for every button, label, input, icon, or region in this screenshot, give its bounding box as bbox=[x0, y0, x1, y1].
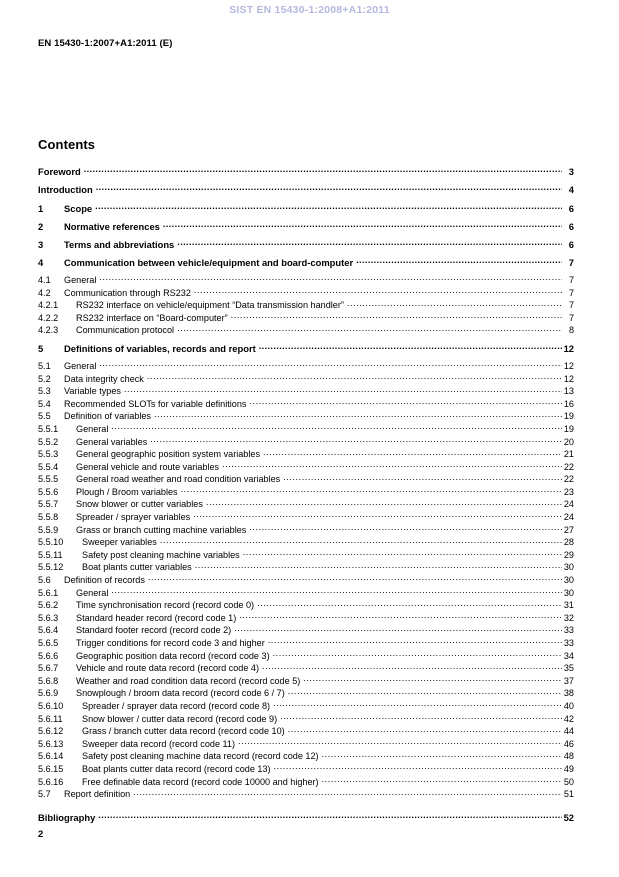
toc-dot-leader bbox=[124, 385, 562, 394]
toc-entry-number: 4.1 bbox=[38, 275, 51, 286]
toc-dot-leader bbox=[263, 448, 562, 457]
toc-entry-page-number: 7 bbox=[568, 312, 574, 323]
toc-entry-page-number: 12 bbox=[563, 373, 574, 384]
toc-entry[interactable] bbox=[38, 599, 574, 612]
toc-dot-leader bbox=[356, 257, 562, 266]
toc-entry-number: 4.2.2 bbox=[38, 312, 59, 323]
toc-entry-page-number: 13 bbox=[563, 386, 574, 397]
toc-entry-label: Geographic position data record (record code 3) bbox=[76, 650, 270, 661]
toc-dot-leader bbox=[99, 274, 562, 283]
toc-dot-leader bbox=[84, 166, 562, 175]
toc-entry[interactable] bbox=[38, 473, 574, 486]
toc-entry[interactable] bbox=[38, 312, 574, 325]
toc-entry-number: 5.6.2 bbox=[38, 600, 59, 611]
toc-entry-label: General bbox=[64, 360, 97, 371]
toc-dot-leader bbox=[347, 299, 562, 308]
toc-dot-leader bbox=[111, 587, 562, 596]
toc-entry-page-number: 6 bbox=[568, 239, 574, 251]
toc-entry[interactable] bbox=[38, 165, 574, 178]
toc-entry-page-number: 35 bbox=[563, 663, 574, 674]
toc-entry-number: 2 bbox=[38, 220, 44, 232]
toc-entry-label: Recommended SLOTs for variable definitions bbox=[64, 398, 247, 409]
toc-entry-page-number: 51 bbox=[563, 789, 574, 800]
toc-entry-page-number: 24 bbox=[563, 512, 574, 523]
toc-entry-page-number: 27 bbox=[563, 524, 574, 535]
toc-entry[interactable] bbox=[38, 398, 574, 411]
toc-entry[interactable] bbox=[38, 498, 574, 511]
toc-entry-label: Report definition bbox=[64, 789, 131, 800]
toc-entry-label: Free definable data record (record code 10000 and higher) bbox=[82, 776, 319, 787]
toc-entry[interactable] bbox=[38, 423, 574, 436]
toc-dot-leader bbox=[231, 312, 562, 321]
toc-dot-leader bbox=[273, 650, 562, 659]
toc-entry-label: Snowplough / broom data record (record code 6 / 7) bbox=[76, 688, 285, 699]
toc-dot-leader bbox=[239, 612, 562, 621]
toc-entry[interactable] bbox=[38, 650, 574, 663]
toc-entry-label: General bbox=[64, 275, 97, 286]
toc-entry-number: 5.3 bbox=[38, 386, 51, 397]
toc-entry-number: 5.6.4 bbox=[38, 625, 59, 636]
toc-entry-number: 5.6.8 bbox=[38, 675, 59, 686]
toc-entry-label: Scope bbox=[64, 202, 93, 214]
toc-entry-page-number: 19 bbox=[563, 423, 574, 434]
toc-dot-leader bbox=[268, 637, 562, 646]
toc-entry-label: Data integrity check bbox=[64, 373, 144, 384]
toc-entry[interactable] bbox=[38, 561, 574, 574]
toc-entry-page-number: 6 bbox=[568, 202, 574, 214]
toc-entry-page-number: 33 bbox=[563, 625, 574, 636]
toc-entry[interactable] bbox=[38, 587, 574, 600]
toc-entry-page-number: 31 bbox=[563, 600, 574, 611]
toc-entry-number: 5 bbox=[38, 343, 44, 355]
toc-entry-number: 5.5 bbox=[38, 411, 51, 422]
toc-entry-number: 3 bbox=[38, 239, 44, 251]
toc-entry-page-number: 7 bbox=[568, 257, 574, 269]
toc-entry[interactable] bbox=[38, 238, 574, 251]
toc-entry-label: General bbox=[76, 423, 109, 434]
toc-entry-label: Weather and road condition data record (record code 5) bbox=[76, 675, 301, 686]
toc-entry[interactable] bbox=[38, 256, 574, 269]
toc-entry[interactable] bbox=[38, 612, 574, 625]
toc-entry-page-number: 19 bbox=[563, 411, 574, 422]
toc-entry-number: 5.5.1 bbox=[38, 423, 59, 434]
toc-entry-label: Sweeper variables bbox=[82, 537, 157, 548]
toc-entry-page-number: 30 bbox=[563, 575, 574, 586]
toc-dot-leader bbox=[177, 239, 562, 248]
toc-entry-page-number: 7 bbox=[568, 287, 574, 298]
toc-entry-page-number: 7 bbox=[568, 275, 574, 286]
toc-entry-number: 5.6.16 bbox=[38, 776, 64, 787]
toc-entry[interactable] bbox=[38, 725, 574, 738]
toc-entry-page-number: 29 bbox=[563, 549, 574, 560]
toc-entry[interactable] bbox=[38, 811, 574, 824]
toc-entry-label: Standard header record (record code 1) bbox=[76, 612, 237, 623]
toc-entry-number: 5.6.9 bbox=[38, 688, 59, 699]
toc-entry-label: Definition of records bbox=[64, 575, 145, 586]
toc-entry-label: Bibliography bbox=[38, 811, 96, 823]
toc-dot-leader bbox=[163, 221, 562, 230]
toc-entry-label: Safety post cleaning machine variables bbox=[82, 549, 240, 560]
toc-entry[interactable] bbox=[38, 274, 574, 287]
toc-entry-number: 5.6.10 bbox=[38, 700, 64, 711]
toc-entry-page-number: 23 bbox=[563, 486, 574, 497]
toc-dot-leader bbox=[288, 687, 562, 696]
toc-entry-label: Boat plants cutter data record (record code 13) bbox=[82, 763, 271, 774]
toc-dot-leader bbox=[274, 763, 562, 772]
toc-entry[interactable] bbox=[38, 763, 574, 776]
toc-dot-leader bbox=[96, 184, 562, 193]
toc-entry-page-number: 33 bbox=[563, 638, 574, 648]
toc-entry-label: Spreader / sprayer data record (record code 8) bbox=[82, 700, 271, 711]
toc-dot-leader bbox=[322, 750, 562, 759]
contents-heading: Contents bbox=[38, 137, 96, 152]
toc-entry-number: 5.5.10 bbox=[38, 537, 64, 548]
toc-entry-page-number: 32 bbox=[563, 612, 574, 623]
toc-entry-label: Communication between vehicle/equipment and board-computer bbox=[64, 257, 354, 269]
toc-entry-number: 5.6.3 bbox=[38, 612, 59, 623]
toc-entry[interactable] bbox=[38, 287, 574, 300]
toc-entry-number: 1 bbox=[38, 202, 44, 214]
toc-entry-label: Boat plants cutter variables bbox=[82, 562, 192, 573]
toc-dot-leader bbox=[195, 561, 562, 570]
document-running-title: EN 15430-1:2007+A1:2011 (E) bbox=[38, 38, 173, 49]
toc-entry-label: Safety post cleaning machine data record (record code 12) bbox=[82, 751, 319, 762]
toc-entry[interactable] bbox=[38, 624, 574, 637]
toc-dot-leader bbox=[150, 436, 562, 445]
toc-dot-leader bbox=[257, 599, 562, 608]
toc-dot-leader bbox=[273, 700, 562, 709]
toc-entry-label: Standard footer record (record code 2) bbox=[76, 625, 232, 636]
toc-entry-number: 4 bbox=[38, 257, 44, 269]
toc-entry-label: Definition of variables bbox=[64, 411, 151, 422]
toc-entry-number: 5.6.7 bbox=[38, 663, 59, 674]
toc-dot-leader bbox=[98, 812, 562, 821]
toc-entry[interactable] bbox=[38, 461, 574, 474]
toc-entry-page-number: 28 bbox=[563, 537, 574, 548]
toc-entry-label: General variables bbox=[76, 436, 148, 447]
toc-dot-leader bbox=[322, 776, 562, 785]
toc-entry-number: 5.5.7 bbox=[38, 499, 59, 510]
toc-entry-number: 5.6.15 bbox=[38, 763, 64, 774]
toc-entry[interactable] bbox=[38, 687, 574, 700]
toc-entry-page-number: 6 bbox=[568, 220, 574, 232]
toc-entry[interactable] bbox=[38, 385, 574, 398]
toc-entry-number: 5.5.5 bbox=[38, 474, 59, 485]
toc-entry-number: 4.2.3 bbox=[38, 325, 59, 336]
toc-entry-number: 5.5.11 bbox=[38, 549, 63, 560]
toc-entry-number: 5.6.6 bbox=[38, 650, 59, 661]
toc-dot-leader bbox=[249, 398, 562, 407]
toc-entry-label: Vehicle and route data record (record code 4) bbox=[76, 663, 259, 674]
toc-entry-number: 5.2 bbox=[38, 373, 51, 384]
toc-dot-leader bbox=[234, 624, 562, 633]
toc-entry-label: Communication through RS232 bbox=[64, 287, 191, 298]
toc-entry[interactable] bbox=[38, 713, 574, 726]
toc-entry-page-number: 4 bbox=[568, 184, 574, 196]
toc-entry-label: Introduction bbox=[38, 184, 93, 196]
toc-entry-number: 4.2.1 bbox=[38, 300, 59, 311]
toc-entry-label: Foreword bbox=[38, 166, 81, 177]
toc-dot-leader bbox=[177, 324, 562, 333]
toc-entry[interactable] bbox=[38, 524, 574, 537]
toc-entry-page-number: 50 bbox=[563, 776, 574, 787]
toc-entry-number: 5.6.13 bbox=[38, 738, 64, 749]
toc-dot-leader bbox=[99, 360, 562, 369]
toc-entry-label: Trigger conditions for record code 3 and higher bbox=[76, 638, 265, 648]
toc-entry-page-number: 12 bbox=[563, 343, 574, 355]
toc-entry-page-number: 30 bbox=[563, 562, 574, 573]
toc-entry-label: Grass / branch cutter data record (record code 10) bbox=[82, 726, 285, 737]
toc-dot-leader bbox=[288, 725, 562, 734]
toc-dot-leader bbox=[243, 549, 562, 558]
toc-dot-leader bbox=[193, 511, 562, 520]
toc-entry[interactable] bbox=[38, 511, 574, 524]
toc-entry[interactable] bbox=[38, 436, 574, 449]
toc-entry[interactable] bbox=[38, 788, 574, 801]
toc-dot-leader bbox=[206, 498, 562, 507]
toc-entry[interactable] bbox=[38, 637, 574, 650]
toc-entry-page-number: 12 bbox=[563, 360, 574, 371]
toc-entry-number: 5.6.5 bbox=[38, 638, 59, 648]
toc-entry-label: Snow blower / cutter data record (record code 9) bbox=[82, 713, 278, 724]
toc-entry-page-number: 46 bbox=[563, 738, 574, 749]
toc-entry-number: 5.6.1 bbox=[38, 587, 59, 598]
toc-entry[interactable] bbox=[38, 536, 574, 549]
toc-entry-number: 5.6.11 bbox=[38, 713, 63, 724]
toc-entry-number: 5.6.14 bbox=[38, 751, 64, 762]
toc-entry-label: Grass or branch cutting machine variables bbox=[76, 524, 247, 535]
toc-entry-number: 5.5.8 bbox=[38, 512, 59, 523]
toc-dot-leader bbox=[194, 287, 562, 296]
toc-entry-page-number: 21 bbox=[563, 449, 574, 460]
toc-dot-leader bbox=[283, 473, 562, 482]
toc-entry-label: Time synchronisation record (record code 0) bbox=[76, 600, 255, 611]
toc-entry-label: General bbox=[76, 587, 109, 598]
toc-entry-label: Spreader / sprayer variables bbox=[76, 512, 191, 523]
toc-dot-leader bbox=[160, 536, 562, 545]
toc-entry-label: Variable types bbox=[64, 386, 121, 397]
toc-entry-page-number: 40 bbox=[563, 700, 574, 711]
toc-dot-leader bbox=[249, 524, 562, 533]
toc-entry-page-number: 37 bbox=[563, 675, 574, 686]
toc-entry-page-number: 16 bbox=[563, 398, 574, 409]
toc-entry-label: Communication protocol bbox=[76, 325, 175, 336]
toc-dot-leader bbox=[303, 675, 562, 684]
toc-entry-page-number: 22 bbox=[563, 461, 574, 472]
toc-entry[interactable] bbox=[38, 486, 574, 499]
table-of-contents bbox=[38, 165, 574, 828]
toc-entry[interactable] bbox=[38, 220, 574, 233]
toc-entry[interactable] bbox=[38, 700, 574, 713]
toc-entry-label: Definitions of variables, records and report bbox=[64, 343, 256, 355]
toc-dot-leader bbox=[259, 343, 562, 352]
toc-entry-number: 4.2 bbox=[38, 287, 51, 298]
toc-entry[interactable] bbox=[38, 750, 574, 763]
toc-entry-page-number: 34 bbox=[563, 650, 574, 661]
toc-entry-page-number: 7 bbox=[568, 300, 574, 311]
toc-entry-number: 5.5.2 bbox=[38, 436, 59, 447]
toc-dot-leader bbox=[181, 486, 562, 495]
toc-entry[interactable] bbox=[38, 342, 574, 355]
toc-dot-leader bbox=[154, 410, 562, 419]
toc-entry[interactable] bbox=[38, 662, 574, 675]
toc-entry-page-number: 22 bbox=[563, 474, 574, 485]
toc-entry[interactable] bbox=[38, 675, 574, 688]
toc-entry-page-number: 42 bbox=[563, 713, 574, 724]
toc-entry[interactable] bbox=[38, 549, 574, 562]
toc-entry[interactable] bbox=[38, 410, 574, 423]
toc-entry-number: 5.5.9 bbox=[38, 524, 59, 535]
toc-entry-number: 5.5.4 bbox=[38, 461, 59, 472]
toc-dot-leader bbox=[147, 373, 562, 382]
toc-entry-label: RS232 interface on “Board-computer” bbox=[76, 312, 228, 323]
toc-entry-number: 5.5.6 bbox=[38, 486, 59, 497]
toc-entry-label: Sweeper data record (record code 11) bbox=[82, 738, 235, 749]
toc-entry-label: General geographic position system variables bbox=[76, 449, 260, 460]
toc-dot-leader bbox=[238, 738, 562, 747]
toc-entry[interactable] bbox=[38, 574, 574, 587]
toc-dot-leader bbox=[111, 423, 562, 432]
toc-entry[interactable] bbox=[38, 738, 574, 751]
toc-entry-page-number: 8 bbox=[568, 325, 574, 336]
standard-watermark-header: SIST EN 15430-1:2008+A1:2011 bbox=[229, 4, 390, 16]
toc-entry[interactable] bbox=[38, 324, 574, 337]
toc-entry-label: Snow blower or cutter variables bbox=[76, 499, 203, 510]
toc-entry-page-number: 48 bbox=[563, 751, 574, 762]
toc-dot-leader bbox=[148, 574, 562, 583]
toc-entry[interactable] bbox=[38, 183, 574, 196]
toc-entry-page-number: 24 bbox=[563, 499, 574, 510]
toc-entry-page-number: 20 bbox=[563, 436, 574, 447]
toc-entry-number: 5.1 bbox=[38, 360, 51, 371]
toc-entry-page-number: 52 bbox=[563, 811, 574, 823]
toc-entry-number: 5.7 bbox=[38, 789, 51, 800]
toc-entry-page-number: 3 bbox=[568, 166, 574, 177]
toc-entry-page-number: 38 bbox=[563, 688, 574, 699]
toc-entry-page-number: 49 bbox=[563, 763, 574, 774]
toc-entry-label: Terms and abbreviations bbox=[64, 239, 175, 251]
toc-entry-number: 5.4 bbox=[38, 398, 51, 409]
toc-entry-label: General road weather and road condition variables bbox=[76, 474, 281, 485]
toc-entry[interactable] bbox=[38, 202, 574, 215]
toc-entry-page-number: 44 bbox=[563, 726, 574, 737]
toc-dot-leader bbox=[222, 461, 562, 470]
toc-entry-label: Normative references bbox=[64, 220, 160, 232]
toc-entry-page-number: 30 bbox=[563, 587, 574, 598]
toc-entry-label: Plough / Broom variables bbox=[76, 486, 178, 497]
toc-dot-leader bbox=[262, 662, 562, 671]
toc-dot-leader bbox=[95, 203, 562, 212]
footer-page-number: 2 bbox=[38, 828, 44, 839]
toc-entry-number: 5.5.12 bbox=[38, 562, 64, 573]
toc-entry-label: General vehicle and route variables bbox=[76, 461, 220, 472]
toc-entry[interactable] bbox=[38, 776, 574, 789]
toc-entry-label: RS232 interface on vehicle/equipment “Data transmission handler” bbox=[76, 300, 344, 311]
toc-entry[interactable] bbox=[38, 373, 574, 386]
toc-entry[interactable] bbox=[38, 360, 574, 373]
toc-entry-number: 5.6.12 bbox=[38, 726, 64, 737]
toc-entry-number: 5.5.3 bbox=[38, 449, 59, 460]
toc-dot-leader bbox=[133, 788, 562, 797]
toc-dot-leader bbox=[280, 713, 562, 722]
toc-entry[interactable] bbox=[38, 448, 574, 461]
toc-entry-number: 5.6 bbox=[38, 575, 51, 586]
toc-entry[interactable] bbox=[38, 299, 574, 312]
